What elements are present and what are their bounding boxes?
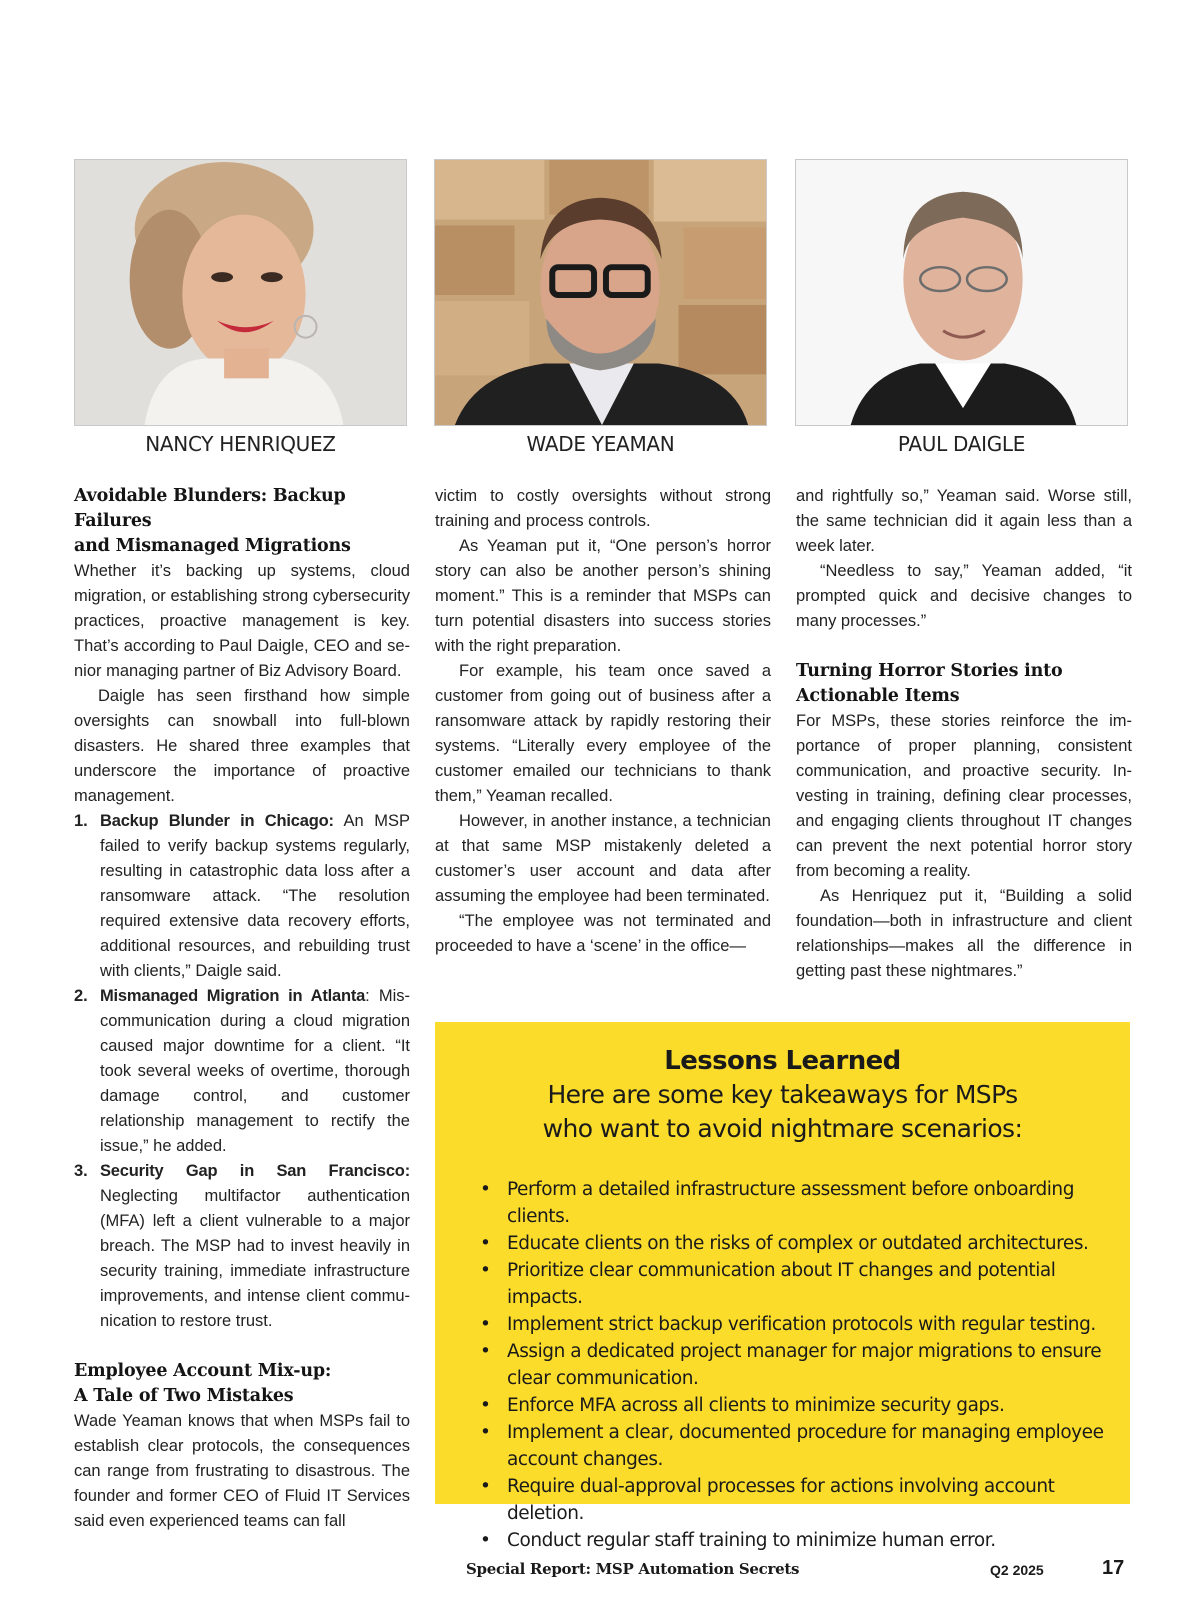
- lessons-subtitle-line: who want to avoid nightmare scenarios:: [542, 1114, 1023, 1143]
- paragraph: As Yeaman put it, “One person’s horror story can also be another person’s shining moment.” This is a reminder that MSPs can turn potential disasters into success stories with the right preparation.: [435, 537, 771, 655]
- section-heading-line: and Mismanaged Migrations: [74, 536, 351, 556]
- paragraph: For example, his team once saved a customer from going out of business after a ransomware attack by rapidly restoring their systems. “Literally every employee of the customer emailed our technicians to thank them,” Yeaman recalled.: [435, 662, 771, 805]
- list-text: An MSP failed to verify backup systems regularly, resulting in catastrophic data loss after a ransomware attack. “The resolution required extensive data recovery efforts, additional resources, and rebuilding trust with clients,” Daigle said.: [100, 812, 410, 980]
- paragraph: “Needless to say,” Yeaman added, “it prompted quick and decisive changes to many processes.”: [796, 562, 1132, 630]
- section-heading-line: Actionable Items: [796, 686, 960, 706]
- paragraph: victim to costly oversights without strong training and process controls.: [435, 487, 771, 530]
- page-number: 17: [1102, 1557, 1125, 1579]
- section-heading: [796, 659, 1132, 709]
- portrait-image: [75, 160, 406, 425]
- issue-label: Q2 2025: [990, 1562, 1044, 1578]
- paragraph: For MSPs, these stories reinforce the importance of proper planning, consistent communication, and proactive security. Investing in training, defining clear processes, and engaging clients throughout IT changes can prevent the next potential horror story from becoming a reality.: [796, 712, 1132, 880]
- page-footer: [0, 1557, 1200, 1590]
- paragraph: Whether it’s backing up systems, cloud migration, or establishing strong cybersecurity practices, proactive management is key. That’s according to Paul Daigle, CEO and senior managing partner of Biz Advisory Board.: [74, 562, 410, 680]
- article-column-2: [435, 484, 771, 959]
- list-text: : Miscommunication during a cloud migration caused major downtime for a client. “It took several weeks of overtime, thorough damage control, and customer relationship management to rectify the issue,” he added.: [100, 987, 410, 1155]
- lesson-item: • Conduct regular staff training to minimize human error.: [480, 1527, 1116, 1554]
- lesson-item: • Perform a detailed infrastructure assessment before onboarding clients.: [480, 1176, 1116, 1230]
- list-number: 3.: [74, 1162, 88, 1180]
- lesson-item: • Require dual-approval processes for actions involving account deletion.: [480, 1473, 1116, 1527]
- list-item: [74, 809, 410, 984]
- photo-wade-yeaman: [434, 159, 767, 426]
- list-lead: Backup Blunder in Chicago:: [100, 812, 334, 830]
- list-item: [74, 984, 410, 1159]
- section-heading: [74, 1359, 410, 1409]
- lessons-title: Lessons Learned: [664, 1046, 901, 1076]
- lesson-item: • Educate clients on the risks of complex or outdated architectures.: [480, 1230, 1116, 1257]
- lessons-learned-box: [435, 1022, 1130, 1551]
- lesson-item: • Implement a clear, documented procedure for managing employee account changes.: [480, 1419, 1116, 1473]
- section-heading-line: A Tale of Two Mistakes: [74, 1386, 294, 1406]
- photo-paul-daigle: [795, 159, 1128, 426]
- lesson-item: • Prioritize clear communication about IT changes and potential impacts.: [480, 1257, 1116, 1311]
- lessons-subtitle: [435, 1078, 1130, 1146]
- examples-list: [74, 809, 410, 1334]
- list-item: [74, 1159, 410, 1334]
- portrait-image: [435, 160, 766, 425]
- photo-nancy-henriquez: [74, 159, 407, 426]
- lesson-item: • Implement strict backup verification protocols with regular testing.: [480, 1311, 1116, 1338]
- lesson-item: • Enforce MFA across all clients to minimize security gaps.: [480, 1392, 1116, 1419]
- section-heading: [74, 484, 410, 559]
- section-heading-line: Employee Account Mix-up:: [74, 1361, 332, 1381]
- section-heading-line: Avoidable Blunders: Backup Failures: [74, 486, 346, 531]
- list-lead: Security Gap in San Francisco:: [100, 1162, 410, 1180]
- paragraph: Wade Yeaman knows that when MSPs fail to establish clear protocols, the consequences can range from frustrating to disastrous. The founder and former CEO of Fluid IT Services said even experienced teams can fall: [74, 1412, 410, 1530]
- photo-caption: NANCY HENRIQUEZ: [145, 432, 336, 456]
- photo-caption: WADE YEAMAN: [526, 432, 675, 456]
- lesson-item: • Assign a dedicated project manager for major migrations to ensure clear communication.: [480, 1338, 1116, 1392]
- list-lead: Mismanaged Migration in Atlanta: [100, 987, 366, 1005]
- portrait-image: [796, 160, 1127, 425]
- list-text: Neglecting multifactor authentication (MFA) left a client vulnerable to a major breach. The MSP had to invest heavily in security training, immediate infrastructure improvements, and intense client communication to restore trust.: [100, 1187, 410, 1330]
- paragraph: and rightfully so,” Yeaman said. Worse still, the same technician did it again less than a week later.: [796, 487, 1132, 555]
- lessons-list: [435, 1176, 1130, 1554]
- paragraph: However, in another instance, a technician at that same MSP mistakenly deleted a customer’s user account and data after assuming the employee had been terminated.: [435, 812, 771, 905]
- section-heading-line: Turning Horror Stories into: [796, 661, 1063, 681]
- article-column-1: [74, 484, 410, 1534]
- paragraph: Daigle has seen firsthand how simple oversights can snowball into full-blown disasters. He shared three examples that underscore the importance of proactive management.: [74, 687, 410, 805]
- lessons-subtitle-line: Here are some key takeaways for MSPs: [547, 1080, 1018, 1109]
- paragraph: “The employee was not terminated and proceeded to have a ‘scene’ in the office—: [435, 912, 771, 955]
- list-number: 2.: [74, 987, 88, 1005]
- paragraph: As Henriquez put it, “Building a solid foundation—both in infrastructure and client relationships—makes all the difference in getting past these nightmares.”: [796, 887, 1132, 980]
- publication-title: Special Report: MSP Automation Secrets: [466, 1560, 800, 1578]
- list-number: 1.: [74, 812, 88, 830]
- photo-caption: PAUL DAIGLE: [897, 432, 1026, 456]
- article-column-3: [796, 484, 1132, 984]
